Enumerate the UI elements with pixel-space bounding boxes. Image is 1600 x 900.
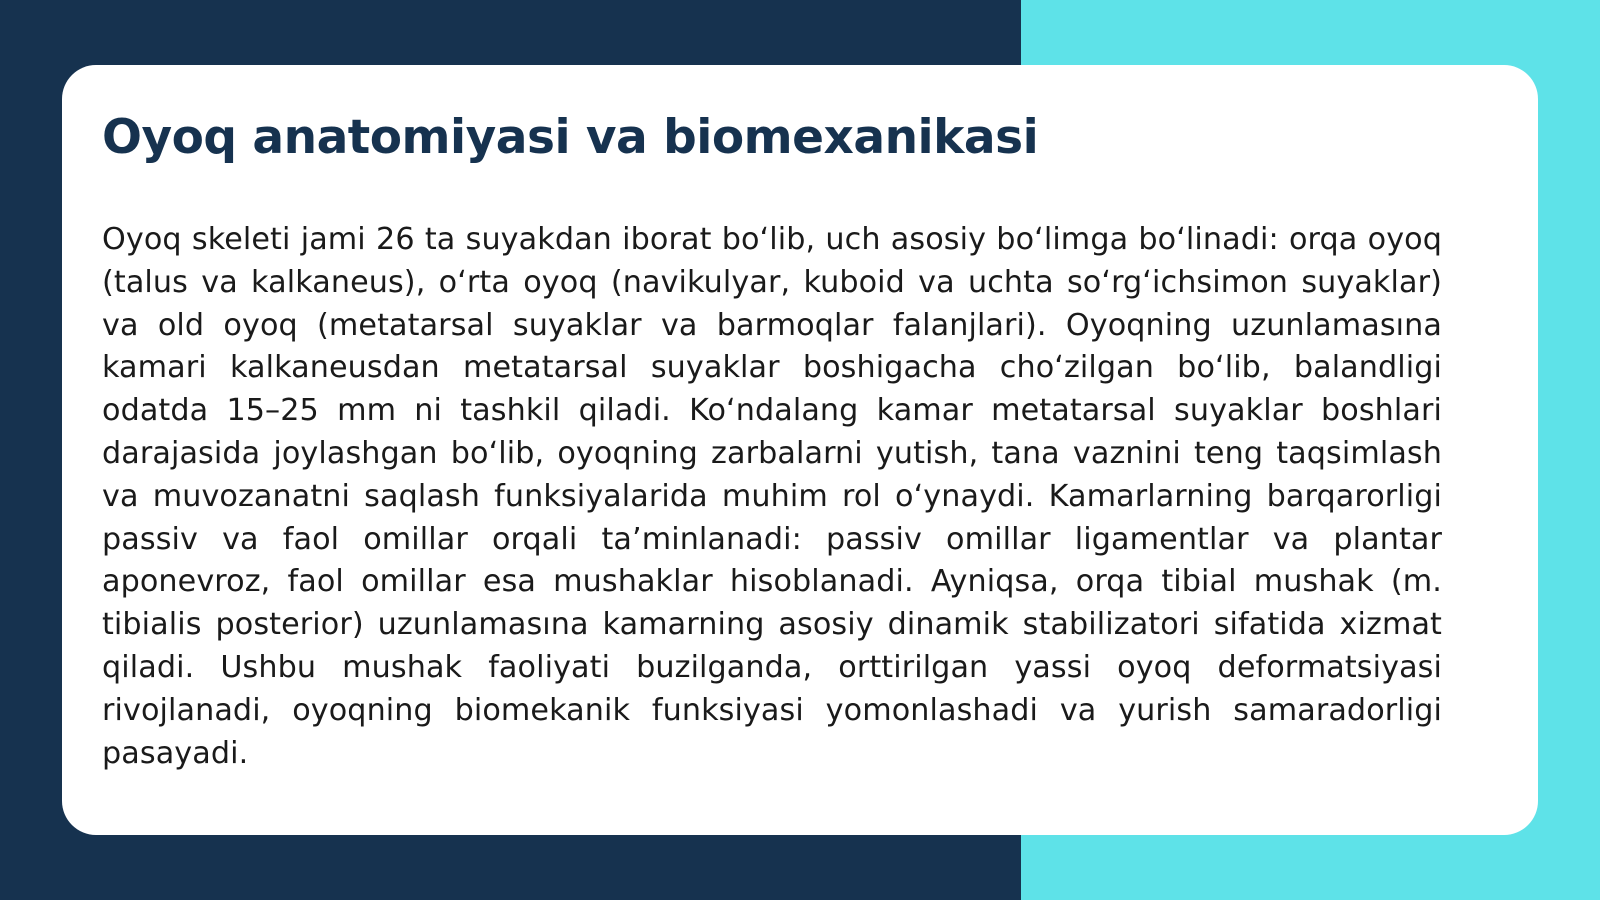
slide-title: Oyoq anatomiyasi va biomexanikasi — [102, 110, 1039, 165]
slide-body-text: Oyoq skeleti jami 26 ta suyakdan iborat bo‘lib, uch asosiy bo‘limga bo‘linadi: orqa oyoq (talus va kalkaneus), o‘rta oyoq (navikulyar, kuboid va uchta so‘rg‘ichsimon suyaklar) va old oyoq (metatarsal suyaklar va barmoqlar falanjlari). Oyoqning uzunlamasına kamari kalkaneusdan metatarsal suyaklar boshigacha cho‘zilgan bo‘lib, balandligi odatda 15–25 mm ni tashkil qiladi. Ko‘ndalang kamar metatarsal suyaklar boshlari darajasida joylashgan bo‘lib, oyoqning zarbalarni yutish, tana vaznini teng taqsimlash va muvozanatni saqlash funksiyalarida muhim rol o‘ynaydi. Kamarlarning barqarorligi passiv va faol omillar orqali ta’minlanadi: passiv omillar ligamentlar va plantar aponevroz, faol omillar esa mushaklar hisoblanadi. Ayniqsa, orqa tibial mushak (m. tibialis posterior) uzunlamasına kamarning asosiy dinamik stabilizatori sifatida xizmat qiladi. Ushbu mushak faoliyati buzilganda, orttirilgan yassi oyoq deformatsiyasi rivojlanadi, oyoqning biomekanik funksiyasi yomonlashadi va yurish samaradorligi pasayadi. — [102, 222, 1442, 771]
content-card — [62, 65, 1538, 835]
